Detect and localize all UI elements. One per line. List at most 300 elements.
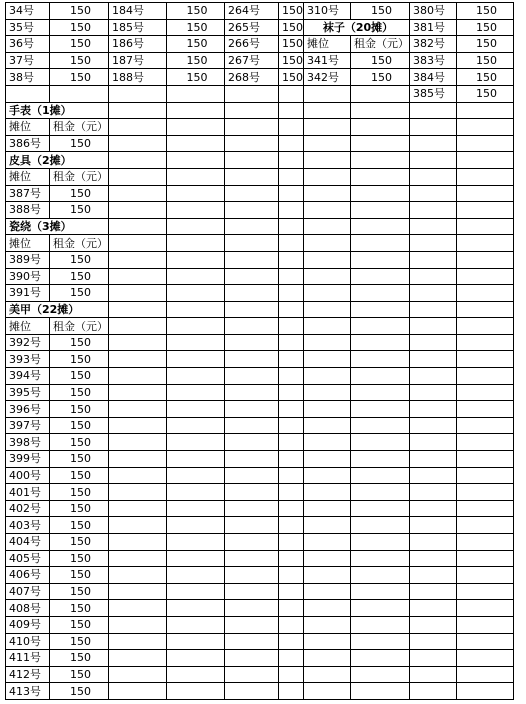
empty-cell xyxy=(279,119,304,136)
stall-number: 389号 xyxy=(6,251,50,268)
empty-cell xyxy=(167,185,225,202)
table-cell: 150 xyxy=(279,3,304,20)
empty-cell xyxy=(279,683,304,700)
empty-cell xyxy=(410,318,457,335)
empty-cell xyxy=(410,301,457,318)
empty-cell xyxy=(457,334,514,351)
empty-cell xyxy=(167,434,225,451)
empty-cell xyxy=(410,550,457,567)
empty-cell xyxy=(351,368,410,385)
empty-cell xyxy=(410,285,457,302)
empty-cell xyxy=(167,285,225,302)
empty-cell xyxy=(304,451,351,468)
table-row xyxy=(6,650,514,667)
empty-cell xyxy=(109,185,167,202)
empty-cell xyxy=(304,235,351,252)
empty-cell xyxy=(457,119,514,136)
stall-number: 388号 xyxy=(6,202,50,219)
column-header-rent: 租金（元） xyxy=(50,119,109,136)
empty-cell xyxy=(410,600,457,617)
empty-cell xyxy=(167,567,225,584)
column-header-rent: 租金（元） xyxy=(50,235,109,252)
empty-cell xyxy=(304,600,351,617)
empty-cell xyxy=(109,301,167,318)
empty-cell xyxy=(410,152,457,169)
empty-cell xyxy=(225,434,279,451)
empty-cell xyxy=(457,417,514,434)
empty-cell xyxy=(109,600,167,617)
empty-cell xyxy=(304,268,351,285)
rent-value: 150 xyxy=(50,401,109,418)
table-row xyxy=(6,600,514,617)
stall-number: 407号 xyxy=(6,583,50,600)
rent-value: 150 xyxy=(50,384,109,401)
empty-cell xyxy=(167,534,225,551)
empty-cell xyxy=(457,583,514,600)
rent-value: 150 xyxy=(50,633,109,650)
empty-cell xyxy=(109,102,167,119)
table-row xyxy=(6,517,514,534)
section-header-row xyxy=(6,152,514,169)
empty-cell xyxy=(225,417,279,434)
empty-cell xyxy=(225,666,279,683)
rent-value: 150 xyxy=(50,534,109,551)
table-row xyxy=(6,351,514,368)
empty-cell xyxy=(410,633,457,650)
empty-cell xyxy=(351,334,410,351)
empty-cell xyxy=(304,301,351,318)
empty-cell xyxy=(351,500,410,517)
table-cell: 150 xyxy=(167,3,225,20)
empty-cell xyxy=(167,301,225,318)
empty-cell xyxy=(167,334,225,351)
empty-cell xyxy=(167,650,225,667)
empty-cell xyxy=(351,583,410,600)
table-cell: 150 xyxy=(50,69,109,86)
empty-cell xyxy=(457,550,514,567)
rent-value: 150 xyxy=(50,567,109,584)
empty-cell xyxy=(351,268,410,285)
empty-cell xyxy=(351,152,410,169)
empty-cell xyxy=(351,119,410,136)
empty-cell xyxy=(410,168,457,185)
section-title: 皮具（2摊） xyxy=(6,152,109,169)
empty-cell xyxy=(279,616,304,633)
stall-number: 402号 xyxy=(6,500,50,517)
table-row xyxy=(6,534,514,551)
table-cell: 268号 xyxy=(225,69,279,86)
empty-cell xyxy=(304,550,351,567)
empty-cell xyxy=(410,119,457,136)
empty-cell xyxy=(167,351,225,368)
table-cell: 342号 xyxy=(304,69,351,86)
rent-value: 150 xyxy=(50,683,109,700)
stall-number: 399号 xyxy=(6,451,50,468)
table-cell xyxy=(167,85,225,102)
table-cell xyxy=(304,85,351,102)
rent-value: 150 xyxy=(50,417,109,434)
empty-cell xyxy=(457,401,514,418)
empty-cell xyxy=(457,351,514,368)
empty-cell xyxy=(167,517,225,534)
rent-value: 150 xyxy=(50,550,109,567)
table-cell: 266号 xyxy=(225,36,279,53)
empty-cell xyxy=(167,451,225,468)
empty-cell xyxy=(167,500,225,517)
empty-cell xyxy=(279,517,304,534)
table-cell: 150 xyxy=(457,3,514,20)
empty-cell xyxy=(457,301,514,318)
stall-number: 404号 xyxy=(6,534,50,551)
empty-cell xyxy=(410,534,457,551)
empty-cell xyxy=(351,467,410,484)
rent-value: 150 xyxy=(50,251,109,268)
table-cell: 35号 xyxy=(6,19,50,36)
table-row xyxy=(6,334,514,351)
empty-cell xyxy=(279,534,304,551)
table-cell: 150 xyxy=(50,52,109,69)
empty-cell xyxy=(304,616,351,633)
empty-cell xyxy=(351,417,410,434)
empty-cell xyxy=(279,467,304,484)
table-cell: 150 xyxy=(279,19,304,36)
stall-number: 396号 xyxy=(6,401,50,418)
empty-cell xyxy=(109,633,167,650)
table-row xyxy=(6,368,514,385)
empty-cell xyxy=(109,251,167,268)
stall-number: 400号 xyxy=(6,467,50,484)
column-header-stall: 摊位 xyxy=(6,119,50,136)
rent-value: 150 xyxy=(50,467,109,484)
rent-value: 150 xyxy=(50,666,109,683)
empty-cell xyxy=(279,650,304,667)
empty-cell xyxy=(279,368,304,385)
table-row xyxy=(6,467,514,484)
empty-cell xyxy=(279,202,304,219)
empty-cell xyxy=(279,500,304,517)
empty-cell xyxy=(457,202,514,219)
empty-cell xyxy=(167,102,225,119)
empty-cell xyxy=(109,550,167,567)
empty-cell xyxy=(304,567,351,584)
stall-number: 410号 xyxy=(6,633,50,650)
empty-cell xyxy=(457,384,514,401)
empty-cell xyxy=(279,434,304,451)
empty-cell xyxy=(457,683,514,700)
empty-cell xyxy=(225,334,279,351)
empty-cell xyxy=(410,616,457,633)
empty-cell xyxy=(457,251,514,268)
empty-cell xyxy=(351,401,410,418)
table-cell: 267号 xyxy=(225,52,279,69)
empty-cell xyxy=(167,484,225,501)
empty-cell xyxy=(109,285,167,302)
empty-cell xyxy=(351,168,410,185)
rent-value: 150 xyxy=(50,650,109,667)
table-row xyxy=(6,666,514,683)
empty-cell xyxy=(167,600,225,617)
empty-cell xyxy=(225,135,279,152)
stall-number: 409号 xyxy=(6,616,50,633)
empty-cell xyxy=(225,401,279,418)
empty-cell xyxy=(225,268,279,285)
table-cell: 150 xyxy=(457,85,514,102)
empty-cell xyxy=(410,401,457,418)
table-cell: 385号 xyxy=(410,85,457,102)
table-row xyxy=(6,3,514,20)
table-cell: 150 xyxy=(167,36,225,53)
empty-cell xyxy=(304,168,351,185)
empty-cell xyxy=(225,301,279,318)
stall-number: 406号 xyxy=(6,567,50,584)
empty-cell xyxy=(410,484,457,501)
empty-cell xyxy=(304,583,351,600)
rent-value: 150 xyxy=(50,484,109,501)
empty-cell xyxy=(351,666,410,683)
table-cell: 310号 xyxy=(304,3,351,20)
empty-cell xyxy=(351,384,410,401)
stall-number: 411号 xyxy=(6,650,50,667)
empty-cell xyxy=(279,417,304,434)
table-row xyxy=(6,434,514,451)
empty-cell xyxy=(304,517,351,534)
empty-cell xyxy=(225,384,279,401)
empty-cell xyxy=(167,152,225,169)
empty-cell xyxy=(410,218,457,235)
empty-cell xyxy=(225,534,279,551)
empty-cell xyxy=(351,102,410,119)
empty-cell xyxy=(225,500,279,517)
stall-number: 387号 xyxy=(6,185,50,202)
table-row xyxy=(6,69,514,86)
empty-cell xyxy=(457,235,514,252)
empty-cell xyxy=(410,467,457,484)
empty-cell xyxy=(225,451,279,468)
section-header-row xyxy=(6,301,514,318)
empty-cell xyxy=(279,235,304,252)
empty-cell xyxy=(410,517,457,534)
table-cell: 150 xyxy=(457,69,514,86)
empty-cell xyxy=(109,650,167,667)
empty-cell xyxy=(457,600,514,617)
empty-cell xyxy=(279,218,304,235)
empty-cell xyxy=(351,650,410,667)
empty-cell xyxy=(351,301,410,318)
empty-cell xyxy=(167,168,225,185)
table-row xyxy=(6,417,514,434)
empty-cell xyxy=(109,517,167,534)
empty-cell xyxy=(109,268,167,285)
column-header-rent: 租金（元） xyxy=(50,318,109,335)
table-cell: 380号 xyxy=(410,3,457,20)
column-header-rent: 租金（元） xyxy=(50,168,109,185)
rent-value: 150 xyxy=(50,451,109,468)
empty-cell xyxy=(109,218,167,235)
empty-cell xyxy=(351,251,410,268)
empty-cell xyxy=(167,119,225,136)
column-header-stall: 摊位 xyxy=(6,235,50,252)
column-header-row xyxy=(6,235,514,252)
empty-cell xyxy=(109,500,167,517)
empty-cell xyxy=(167,318,225,335)
rent-value: 150 xyxy=(50,583,109,600)
table-cell: 150 xyxy=(50,36,109,53)
empty-cell xyxy=(410,666,457,683)
table-cell: 150 xyxy=(167,69,225,86)
empty-cell xyxy=(304,318,351,335)
empty-cell xyxy=(304,666,351,683)
empty-cell xyxy=(351,285,410,302)
empty-cell xyxy=(351,534,410,551)
empty-cell xyxy=(167,368,225,385)
empty-cell xyxy=(351,318,410,335)
rent-value: 150 xyxy=(50,434,109,451)
empty-cell xyxy=(225,633,279,650)
empty-cell xyxy=(109,616,167,633)
empty-cell xyxy=(167,633,225,650)
empty-cell xyxy=(279,550,304,567)
stall-number: 394号 xyxy=(6,368,50,385)
empty-cell xyxy=(351,451,410,468)
empty-cell xyxy=(167,251,225,268)
stall-number: 386号 xyxy=(6,135,50,152)
table-row xyxy=(6,85,514,102)
empty-cell xyxy=(351,567,410,584)
empty-cell xyxy=(225,567,279,584)
rent-value: 150 xyxy=(50,334,109,351)
empty-cell xyxy=(410,384,457,401)
table-cell: 184号 xyxy=(109,3,167,20)
table-cell: 150 xyxy=(351,69,410,86)
stall-rent-table xyxy=(5,2,514,700)
empty-cell xyxy=(109,152,167,169)
empty-cell xyxy=(225,683,279,700)
table-row xyxy=(6,500,514,517)
empty-cell xyxy=(109,484,167,501)
empty-cell xyxy=(279,318,304,335)
empty-cell xyxy=(167,384,225,401)
table-cell: 150 xyxy=(351,52,410,69)
empty-cell xyxy=(410,583,457,600)
empty-cell xyxy=(457,451,514,468)
table-row xyxy=(6,52,514,69)
empty-cell xyxy=(457,517,514,534)
empty-cell xyxy=(304,534,351,551)
empty-cell xyxy=(109,168,167,185)
table-row xyxy=(6,19,514,36)
section-title-socks: 袜子（20摊） xyxy=(304,19,410,36)
empty-cell xyxy=(304,368,351,385)
empty-cell xyxy=(109,451,167,468)
empty-cell xyxy=(410,451,457,468)
empty-cell xyxy=(410,650,457,667)
table-cell: 37号 xyxy=(6,52,50,69)
empty-cell xyxy=(225,484,279,501)
rent-value: 150 xyxy=(50,285,109,302)
rent-value: 150 xyxy=(50,135,109,152)
empty-cell xyxy=(304,417,351,434)
empty-cell xyxy=(410,417,457,434)
empty-cell xyxy=(351,218,410,235)
stall-number: 398号 xyxy=(6,434,50,451)
empty-cell xyxy=(109,417,167,434)
table-body xyxy=(6,3,514,700)
stall-number: 405号 xyxy=(6,550,50,567)
table-cell: 34号 xyxy=(6,3,50,20)
empty-cell xyxy=(279,152,304,169)
empty-cell xyxy=(279,567,304,584)
column-header-stall: 摊位 xyxy=(6,318,50,335)
empty-cell xyxy=(410,500,457,517)
table-row xyxy=(6,484,514,501)
empty-cell xyxy=(304,683,351,700)
table-cell xyxy=(109,85,167,102)
table-row xyxy=(6,633,514,650)
empty-cell xyxy=(225,102,279,119)
empty-cell xyxy=(457,318,514,335)
empty-cell xyxy=(351,550,410,567)
table-row xyxy=(6,451,514,468)
empty-cell xyxy=(351,135,410,152)
empty-cell xyxy=(410,567,457,584)
empty-cell xyxy=(457,484,514,501)
empty-cell xyxy=(304,434,351,451)
empty-cell xyxy=(225,583,279,600)
stall-number: 401号 xyxy=(6,484,50,501)
table-cell xyxy=(279,85,304,102)
stall-number: 393号 xyxy=(6,351,50,368)
empty-cell xyxy=(167,583,225,600)
empty-cell xyxy=(279,251,304,268)
empty-cell xyxy=(279,168,304,185)
empty-cell xyxy=(304,135,351,152)
empty-cell xyxy=(279,451,304,468)
empty-cell xyxy=(304,334,351,351)
empty-cell xyxy=(304,119,351,136)
empty-cell xyxy=(457,152,514,169)
empty-cell xyxy=(457,185,514,202)
empty-cell xyxy=(109,401,167,418)
table-row xyxy=(6,185,514,202)
table-cell: 265号 xyxy=(225,19,279,36)
stall-number: 413号 xyxy=(6,683,50,700)
empty-cell xyxy=(351,683,410,700)
table-cell: 150 xyxy=(457,19,514,36)
table-row xyxy=(6,583,514,600)
empty-cell xyxy=(351,202,410,219)
empty-cell xyxy=(351,235,410,252)
empty-cell xyxy=(279,666,304,683)
stall-number: 392号 xyxy=(6,334,50,351)
empty-cell xyxy=(109,119,167,136)
empty-cell xyxy=(109,334,167,351)
table-cell: 150 xyxy=(167,19,225,36)
empty-cell xyxy=(167,666,225,683)
table-cell: 382号 xyxy=(410,36,457,53)
rent-value: 150 xyxy=(50,517,109,534)
empty-cell xyxy=(225,550,279,567)
section-header-row xyxy=(6,218,514,235)
empty-cell xyxy=(109,583,167,600)
rent-value: 150 xyxy=(50,500,109,517)
empty-cell xyxy=(225,285,279,302)
table-row xyxy=(6,683,514,700)
empty-cell xyxy=(410,368,457,385)
table-cell: 186号 xyxy=(109,36,167,53)
table-cell: 150 xyxy=(50,19,109,36)
empty-cell xyxy=(457,102,514,119)
table-cell: 381号 xyxy=(410,19,457,36)
